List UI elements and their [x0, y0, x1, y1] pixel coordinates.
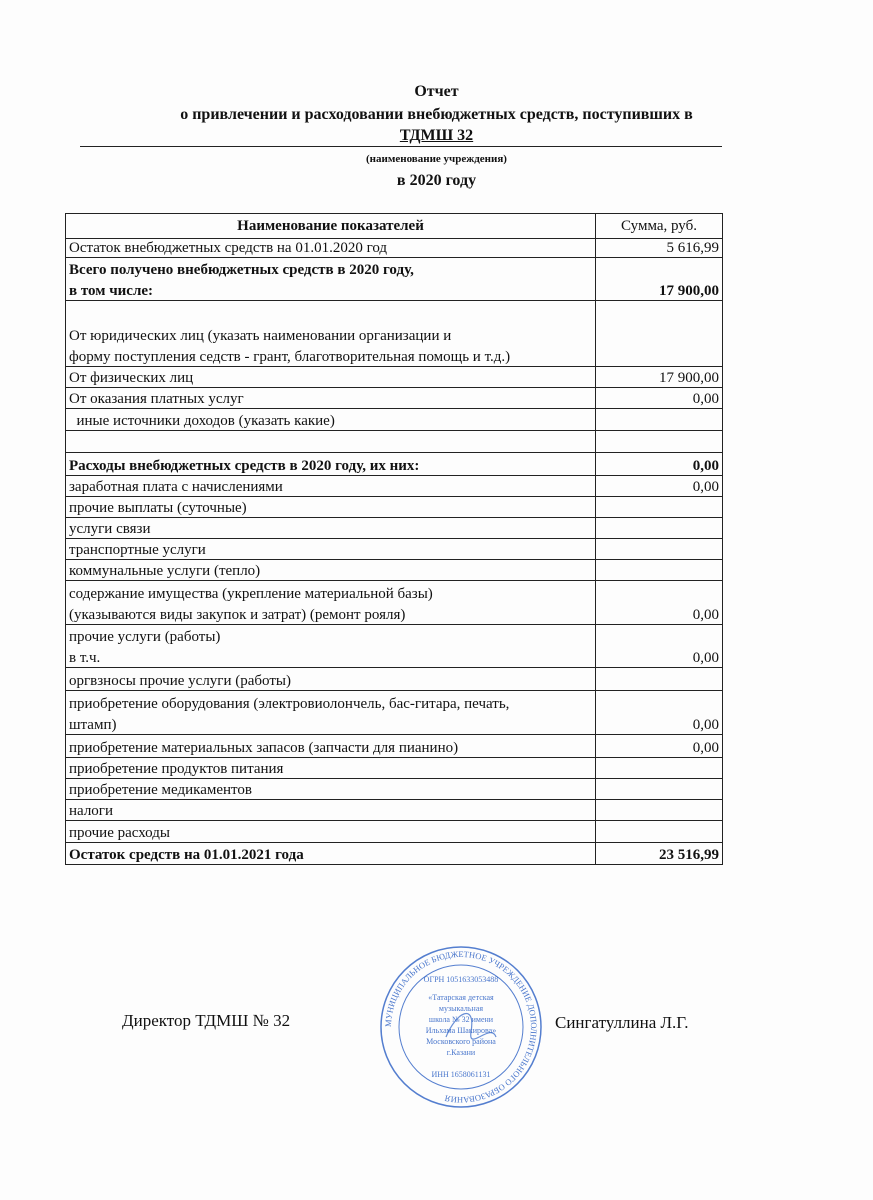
row-value: 0,00	[596, 453, 723, 476]
row-label-line: штамп)	[69, 717, 117, 733]
row-label	[66, 388, 596, 409]
table-row	[66, 239, 723, 258]
row-value	[596, 518, 723, 539]
row-label	[66, 800, 596, 821]
row-label-line: услуги связи	[69, 521, 151, 537]
table-row	[66, 758, 723, 779]
row-label	[66, 367, 596, 388]
row-value	[596, 821, 723, 843]
official-stamp	[376, 942, 546, 1112]
row-label-line: транспортные услуги	[69, 542, 206, 558]
row-label-line: Всего получено внебюджетных средств в 2020 году,	[69, 262, 414, 278]
row-label-line: прочие расходы	[69, 825, 170, 841]
row-label	[66, 581, 596, 625]
divider	[80, 146, 722, 147]
row-label-line: коммунальные услуги (тепло)	[69, 563, 261, 579]
row-value	[596, 301, 723, 367]
row-value: 0,00	[596, 388, 723, 409]
row-value	[596, 409, 723, 431]
row-value	[596, 497, 723, 518]
row-label-line: От физических лиц	[69, 370, 194, 386]
row-label	[66, 821, 596, 843]
header-sum: Сумма, руб.	[596, 214, 723, 239]
row-label	[66, 539, 596, 560]
row-value: 0,00	[596, 476, 723, 497]
stamp-text: Ильхама Шакирова»	[425, 1026, 497, 1035]
stamp-text: школа № 32 имени	[428, 1015, 494, 1024]
row-label-line: форму поступления седств - грант, благотворительная помощь и т.д.)	[69, 349, 511, 365]
row-label	[66, 779, 596, 800]
table-row	[66, 518, 723, 539]
row-label-line: приобретение продуктов питания	[69, 761, 284, 777]
row-value: 0,00	[596, 691, 723, 735]
table-row	[66, 625, 723, 668]
row-label-line: в том числе:	[69, 283, 154, 299]
row-label-line: Расходы внебюджетных средств в 2020 году, их них:	[69, 458, 420, 474]
row-value: 0,00	[596, 581, 723, 625]
row-label	[66, 239, 596, 258]
row-label	[66, 453, 596, 476]
institution-caption: (наименование учреждения)	[366, 153, 507, 165]
table-row	[66, 476, 723, 497]
stamp-text: ИНН 1658061131	[431, 1070, 491, 1079]
stamp-text: Московского района	[426, 1037, 496, 1046]
row-label-line: иные источники доходов (указать какие)	[69, 413, 335, 429]
stamp-text: музыкальная	[438, 1004, 484, 1013]
row-value	[596, 800, 723, 821]
row-label-line: От оказания платных услуг	[69, 391, 244, 407]
table-row	[66, 560, 723, 581]
row-label-line: Остаток внебюджетных средств на 01.01.2020 год	[69, 240, 388, 256]
row-value	[596, 779, 723, 800]
row-label-line: оргвзносы прочие услуги (работы)	[69, 673, 291, 689]
table-row	[66, 735, 723, 758]
row-value	[596, 560, 723, 581]
row-label	[66, 735, 596, 758]
row-label	[66, 476, 596, 497]
row-label-line: (указываются виды закупок и затрат) (ремонт рояля)	[69, 607, 406, 623]
table-row	[66, 388, 723, 409]
doc-subtitle: о привлечении и расходовании внебюджетных средств, поступивших в	[180, 106, 693, 123]
table-row	[66, 409, 723, 431]
row-value	[596, 668, 723, 691]
table-row	[66, 668, 723, 691]
row-label	[66, 668, 596, 691]
table-row	[66, 431, 723, 453]
table-row	[66, 691, 723, 735]
table-row	[66, 453, 723, 476]
row-label	[66, 625, 596, 668]
stamp-text: «Татарская детская	[428, 993, 494, 1002]
row-label	[66, 497, 596, 518]
row-label	[66, 691, 596, 735]
table-row	[66, 800, 723, 821]
row-label-line: заработная плата с начислениями	[69, 479, 283, 495]
row-value: 0,00	[596, 625, 723, 668]
table-row	[66, 539, 723, 560]
row-label	[66, 409, 596, 431]
report-table	[65, 213, 723, 865]
stamp-text: ОГРН 1051633053488	[423, 975, 499, 984]
institution-name: ТДМШ 32	[399, 127, 474, 144]
row-label	[66, 301, 596, 367]
table-row	[66, 301, 723, 367]
row-label-line: приобретение медикаментов	[69, 782, 252, 798]
table-row	[66, 258, 723, 301]
row-value	[596, 758, 723, 779]
table-row	[66, 779, 723, 800]
row-label	[66, 258, 596, 301]
signature-position: Директор ТДМШ № 32	[122, 1011, 291, 1030]
stamp-text: г.Казани	[446, 1048, 476, 1057]
row-label-line: приобретение материальных запасов (запчасти для пианино)	[69, 740, 459, 756]
table-row	[66, 581, 723, 625]
row-value: 5 616,99	[596, 239, 723, 258]
row-label-line: приобретение оборудования (электровиолончель, бас-гитара, печать,	[69, 696, 510, 712]
row-label	[66, 843, 596, 865]
row-value: 17 900,00	[596, 258, 723, 301]
row-label	[66, 758, 596, 779]
row-label-line: содержание имущества (укрепление материальной базы)	[69, 586, 433, 602]
row-value: 17 900,00	[596, 367, 723, 388]
table-row	[66, 367, 723, 388]
signature-name: Сингатуллина Л.Г.	[555, 1013, 689, 1032]
year-line: в 2020 году	[396, 172, 477, 189]
row-value: 23 516,99	[596, 843, 723, 865]
svg-text:МУНИЦИПАЛЬНОЕ БЮДЖЕТНОЕ УЧРЕЖД: МУНИЦИПАЛЬНОЕ БЮДЖЕТНОЕ УЧРЕЖДЕНИЕ ДОПОЛНИТЕЛЬНОГО ОБРАЗОВАНИЯ	[382, 948, 540, 1106]
doc-title: Отчет	[414, 83, 459, 100]
row-label-line: в т.ч.	[69, 650, 101, 666]
row-label	[66, 431, 596, 453]
row-label-line: Остаток средств на 01.01.2021 года	[69, 847, 304, 863]
table-row	[66, 821, 723, 843]
row-value: 0,00	[596, 735, 723, 758]
row-label-line: От юридических лиц (указать наименовании организации и	[69, 328, 452, 344]
row-label	[66, 518, 596, 539]
row-label-line: налоги	[69, 803, 113, 819]
row-value	[596, 431, 723, 453]
table-row	[66, 497, 723, 518]
row-label	[66, 560, 596, 581]
row-label-line: прочие услуги (работы)	[69, 629, 221, 645]
row-label-line: прочие выплаты (суточные)	[69, 500, 247, 516]
header-indicator: Наименование показателей	[66, 214, 596, 239]
row-value	[596, 539, 723, 560]
table-row	[66, 843, 723, 865]
